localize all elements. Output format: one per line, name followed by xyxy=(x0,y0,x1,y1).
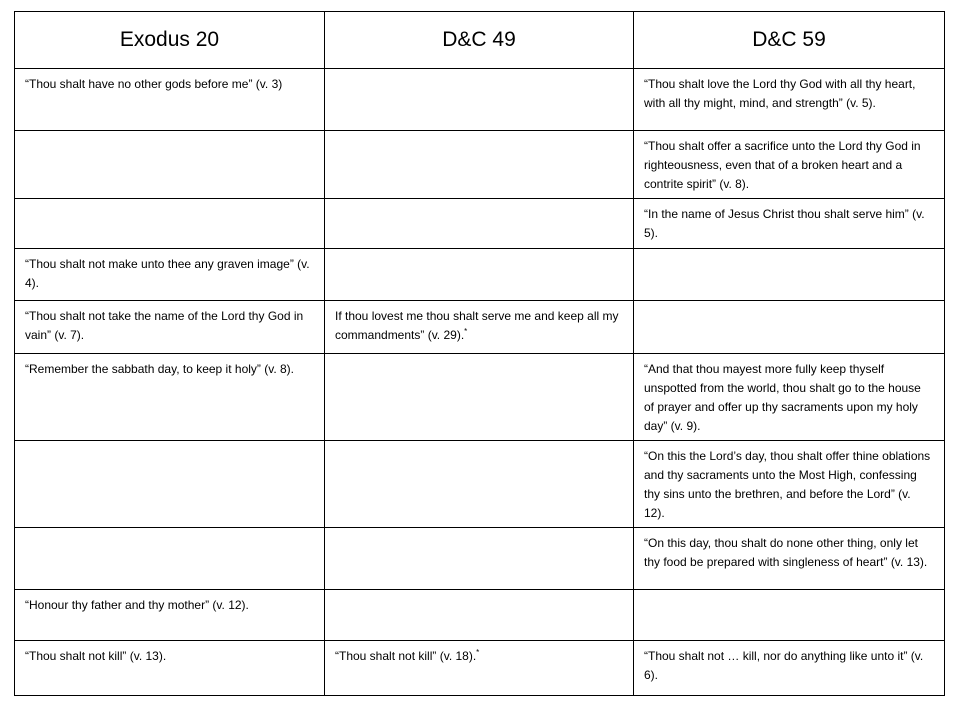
table-cell xyxy=(325,69,634,131)
table-cell xyxy=(634,590,945,641)
table-cell: “Thou shalt love the Lord thy God with all thy heart, with all thy might, mind, and strength” (v. 5). xyxy=(634,69,945,131)
table-row xyxy=(15,69,945,131)
table-cell xyxy=(325,590,634,641)
table-cell xyxy=(325,354,634,441)
cell-text: If thou lovest me thou shalt serve me and keep all my commandments” (v. 29). xyxy=(335,309,619,342)
table-cell xyxy=(325,249,634,301)
table-cell xyxy=(15,199,325,249)
table-cell xyxy=(634,249,945,301)
table-row xyxy=(15,590,945,641)
table-cell: “Thou shalt not … kill, nor do anything like unto it” (v. 6). xyxy=(634,641,945,696)
column-header-exodus-20: Exodus 20 xyxy=(15,12,325,69)
table-cell xyxy=(634,301,945,354)
table-cell: “On this day, thou shalt do none other thing, only let thy food be prepared with singleness of heart” (v. 13). xyxy=(634,528,945,590)
table-row xyxy=(15,441,945,528)
table-row xyxy=(15,249,945,301)
table-cell: “And that thou mayest more fully keep thyself unspotted from the world, thou shalt go to the house of prayer and offer up thy sacraments upon my holy day” (v. 9). xyxy=(634,354,945,441)
table-cell-with-footnote xyxy=(325,301,634,354)
footnote-marker: * xyxy=(476,648,480,657)
table-cell xyxy=(325,199,634,249)
table-cell: “Thou shalt have no other gods before me” (v. 3) xyxy=(15,69,325,131)
table-cell: “Thou shalt not kill” (v. 13). xyxy=(15,641,325,696)
table-cell xyxy=(325,528,634,590)
table-cell xyxy=(15,131,325,199)
table-row xyxy=(15,301,945,354)
column-header-dc-59: D&C 59 xyxy=(634,12,945,69)
column-header-dc-49: D&C 49 xyxy=(325,12,634,69)
table-row xyxy=(15,528,945,590)
table-cell: “Thou shalt not make unto thee any graven image” (v. 4). xyxy=(15,249,325,301)
header-row xyxy=(15,12,945,69)
table-cell: “Thou shalt not take the name of the Lord thy God in vain” (v. 7). xyxy=(15,301,325,354)
footnote-marker: * xyxy=(464,327,468,336)
table-cell: “On this the Lord’s day, thou shalt offer thine oblations and thy sacraments unto the Most High, confessing thy sins unto the brethren, and before the Lord” (v. 12). xyxy=(634,441,945,528)
table-cell xyxy=(15,441,325,528)
table-cell: “Thou shalt offer a sacrifice unto the Lord thy God in righteousness, even that of a broken heart and a contrite spirit” (v. 8). xyxy=(634,131,945,199)
table-cell: “Remember the sabbath day, to keep it holy” (v. 8). xyxy=(15,354,325,441)
table-cell: “In the name of Jesus Christ thou shalt serve him” (v. 5). xyxy=(634,199,945,249)
table-cell xyxy=(15,528,325,590)
table-row xyxy=(15,131,945,199)
cell-text: “Thou shalt not kill” (v. 18). xyxy=(335,649,477,663)
table-cell-with-footnote xyxy=(325,641,634,696)
table-row xyxy=(15,199,945,249)
table-row xyxy=(15,354,945,441)
scripture-comparison-table xyxy=(14,11,945,696)
table-cell: “Honour thy father and thy mother” (v. 12). xyxy=(15,590,325,641)
table-row xyxy=(15,641,945,696)
table-cell xyxy=(325,441,634,528)
table-cell xyxy=(325,131,634,199)
